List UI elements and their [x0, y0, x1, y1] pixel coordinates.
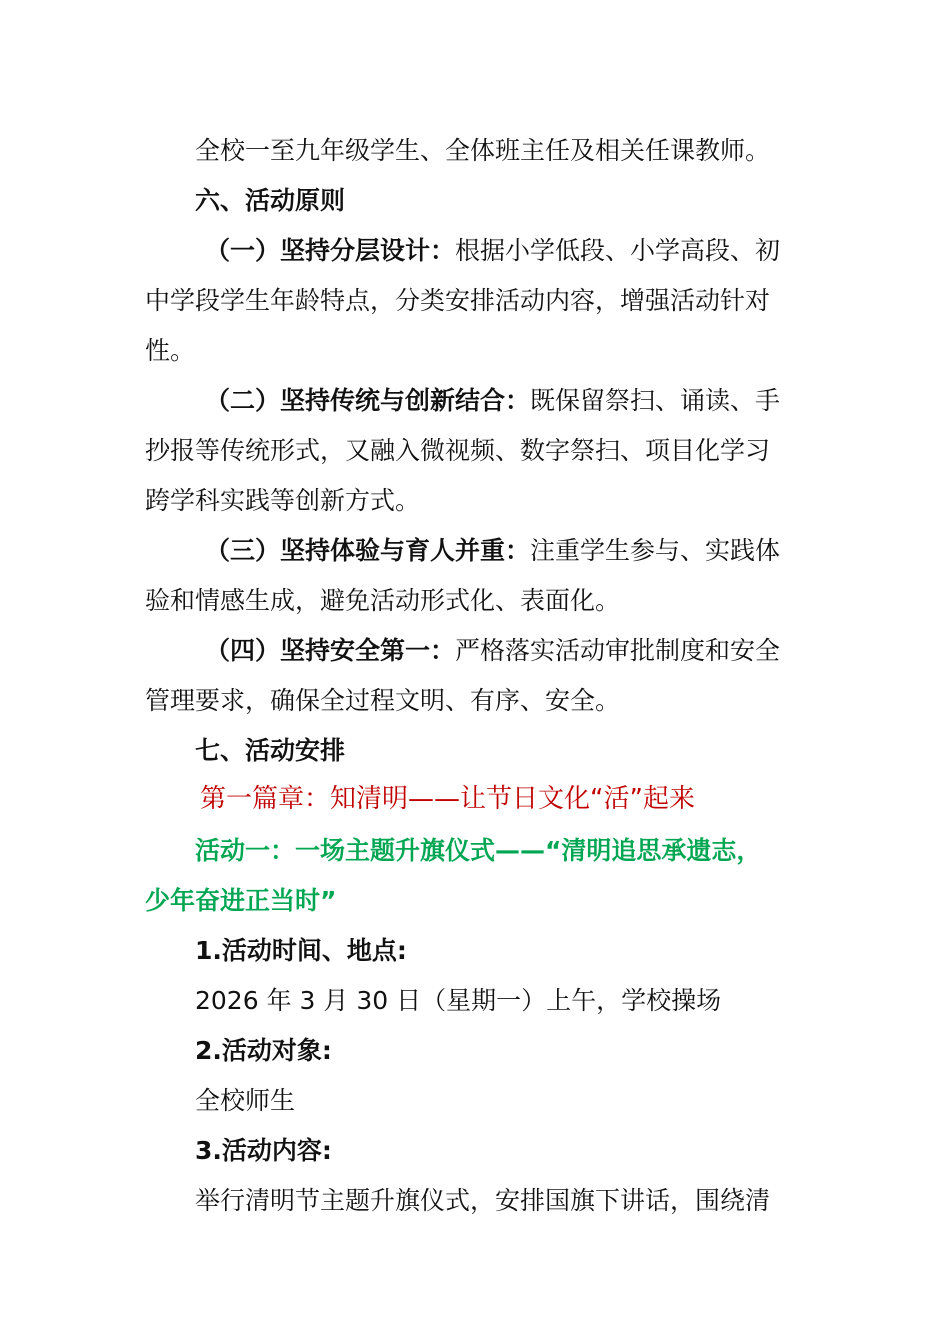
- item-value-audience: 全校师生: [195, 1086, 296, 1115]
- item-value-time-place: 2026 年 3 月 30 日（星期一）上午，学校操场: [195, 986, 722, 1015]
- principle-2-text: 既保留祭扫、诵读、手: [530, 386, 781, 415]
- section-heading-arrangement: 七、活动安排: [195, 736, 346, 765]
- item-heading-audience: 2.活动对象:: [195, 1036, 332, 1065]
- activity-1-title-line-2: 少年奋进正当时”: [145, 886, 337, 915]
- principle-2-line-2: 抄报等传统形式，又融入微视频、数字祭扫、项目化学习: [145, 436, 771, 465]
- principle-4-text: 严格落实活动审批制度和安全: [455, 636, 781, 665]
- principle-3-heading: （三）坚持体验与育人并重：: [205, 536, 531, 565]
- principle-2-heading: （二）坚持传统与创新结合：: [205, 386, 531, 415]
- principle-3-line-2: 验和情感生成，避免活动形式化、表面化。: [145, 586, 621, 615]
- activity-1-title-line-1: 活动一：一场主题升旗仪式——“清明追思承遗志，: [195, 836, 762, 865]
- principle-2-line-3: 跨学科实践等创新方式。: [145, 486, 421, 515]
- principle-4-heading: （四）坚持安全第一：: [205, 636, 456, 665]
- principle-2-line-1: [205, 384, 870, 418]
- principle-1-heading: （一）坚持分层设计：: [205, 236, 456, 265]
- principle-1-line-1: [205, 234, 870, 268]
- item-heading-time-place: 1.活动时间、地点:: [195, 936, 407, 965]
- principle-4-line-2: 管理要求，确保全过程文明、有序、安全。: [145, 686, 621, 715]
- principle-4-line-1: [205, 634, 870, 668]
- chapter-title: 第一篇章：知清明——让节日文化“活”起来: [200, 784, 695, 814]
- item-heading-content: 3.活动内容:: [195, 1136, 332, 1165]
- principle-1-text: 根据小学低段、小学高段、初: [455, 236, 781, 265]
- principle-3-text: 注重学生参与、实践体: [530, 536, 781, 565]
- section-heading-principles: 六、活动原则: [195, 186, 346, 215]
- item-value-content: 举行清明节主题升旗仪式，安排国旗下讲话，围绕清: [195, 1186, 771, 1215]
- principle-1-line-3: 性。: [145, 336, 196, 365]
- paragraph-participants: 全校一至九年级学生、全体班主任及相关任课教师。: [195, 136, 771, 165]
- principle-1-line-2: 中学段学生年龄特点，分类安排活动内容，增强活动针对: [145, 286, 771, 315]
- principle-3-line-1: [205, 534, 870, 568]
